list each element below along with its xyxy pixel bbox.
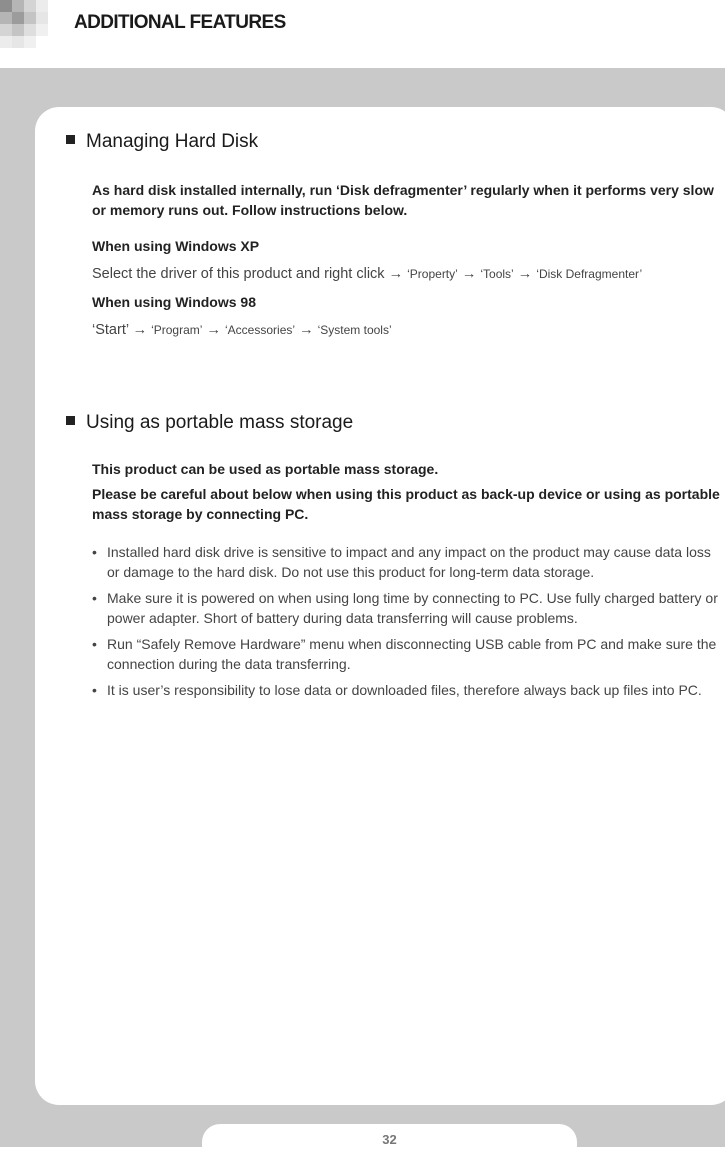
section-title: ADDITIONAL FEATURES xyxy=(74,12,286,33)
list-item: • Installed hard disk drive is sensitive to impact and any impact on the product may cause data loss or damage to the hard disk. Do not use this product for long-term data storage. xyxy=(92,544,711,580)
windows-98-steps: ‘Start’ → ‘Program’ → ‘Accessories’ → ‘System tools’ xyxy=(92,322,392,338)
heading-portable-storage: Using as portable mass storage xyxy=(66,412,353,434)
heading-managing-hard-disk: Managing Hard Disk xyxy=(66,131,258,153)
windows-98-label: When using Windows 98 xyxy=(92,294,256,310)
page-header xyxy=(0,0,725,68)
checker-pattern-icon xyxy=(0,0,48,48)
square-bullet-icon xyxy=(66,135,75,144)
arrow-right-icon: → xyxy=(388,266,404,282)
windows-xp-steps: Select the driver of this product and right click → ‘Property’ → ‘Tools’ → ‘Disk Defragmenter’ xyxy=(92,266,643,282)
arrow-right-icon: → xyxy=(517,266,533,282)
list-item: • It is user’s responsibility to lose data or downloaded files, therefore always back up files into PC. xyxy=(92,682,702,698)
bullet-dot-icon: • xyxy=(92,682,97,698)
list-item: • Make sure it is powered on when using long time by connecting to PC. Use fully charged battery or power adapter. Short of battery during data transferring will cause problems. xyxy=(92,590,718,626)
arrow-right-icon: → xyxy=(132,322,148,338)
arrow-right-icon: → xyxy=(206,322,221,338)
windows-xp-label: When using Windows XP xyxy=(92,238,260,254)
square-bullet-icon xyxy=(66,416,75,425)
footer-pill xyxy=(202,1124,577,1164)
precautions-list xyxy=(92,542,725,706)
arrow-right-icon: → xyxy=(299,322,314,338)
hard-disk-intro: As hard disk installed internally, run ‘Disk defragmenter’ regularly when it performs very slow or memory runs out. Follow instructions below. xyxy=(92,182,714,218)
arrow-right-icon: → xyxy=(461,266,477,282)
portable-storage-warning: Please be careful about below when using this product as back-up device or using as portable mass storage by connecting PC. xyxy=(92,486,720,522)
portable-storage-intro: This product can be used as portable mass storage. xyxy=(92,461,439,477)
bullet-dot-icon: • xyxy=(92,590,97,606)
list-item: • Run “Safely Remove Hardware” menu when disconnecting USB cable from PC and make sure the connection during the data transferring. xyxy=(92,636,717,672)
bullet-dot-icon: • xyxy=(92,636,97,652)
page-number: 32 xyxy=(382,1132,397,1147)
bullet-dot-icon: • xyxy=(92,544,97,560)
